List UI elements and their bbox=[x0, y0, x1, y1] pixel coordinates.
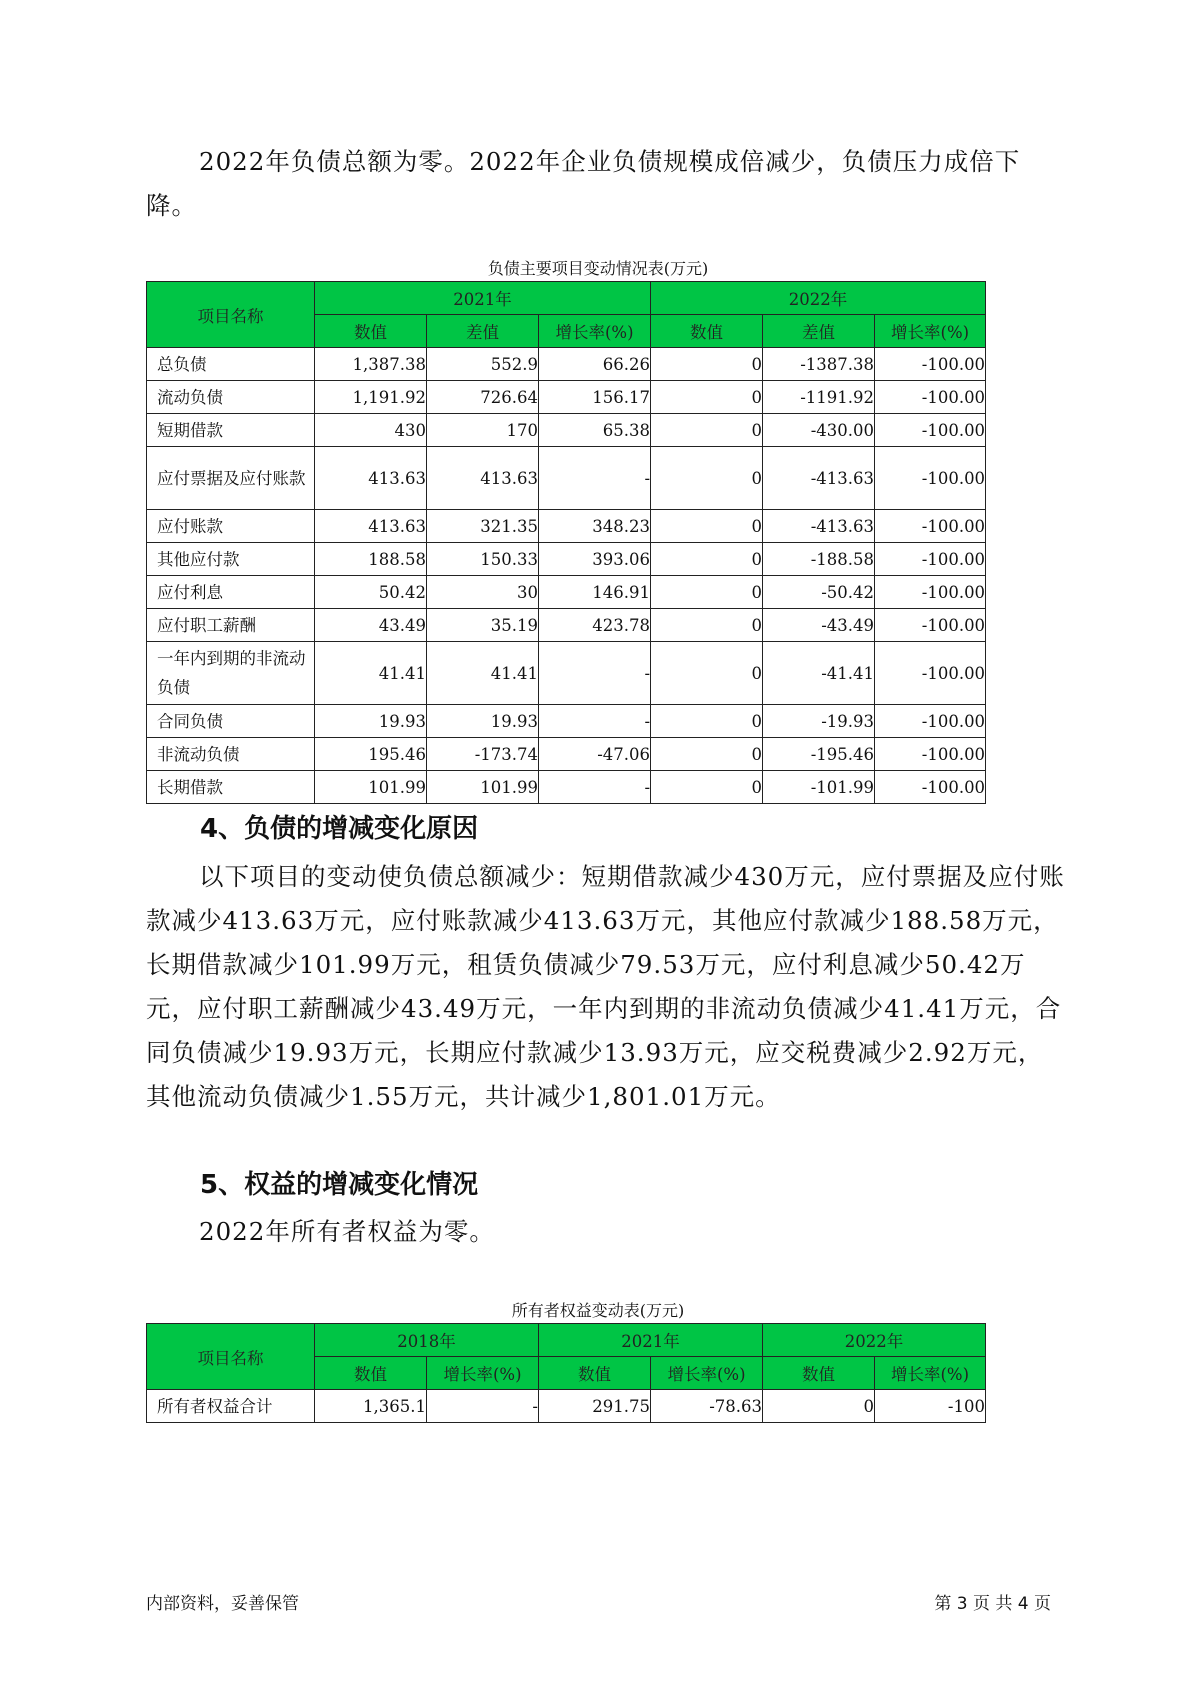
table-row bbox=[147, 705, 986, 738]
subheader-diff: 差值 bbox=[763, 315, 875, 348]
subheader-value: 数值 bbox=[315, 315, 427, 348]
cell: -100.00 bbox=[875, 771, 986, 804]
subheader-growth: 增长率(%) bbox=[539, 315, 651, 348]
cell: 0 bbox=[651, 771, 763, 804]
cell: -100.00 bbox=[875, 609, 986, 642]
cell: 0 bbox=[651, 381, 763, 414]
cell: 0 bbox=[651, 642, 763, 705]
cell: 156.17 bbox=[539, 381, 651, 414]
cell: 0 bbox=[651, 543, 763, 576]
cell: -413.63 bbox=[763, 510, 875, 543]
cell: 188.58 bbox=[315, 543, 427, 576]
cell: -188.58 bbox=[763, 543, 875, 576]
cell: 552.9 bbox=[427, 348, 539, 381]
liabilities-table bbox=[146, 281, 986, 804]
header-year-2018: 2018年 bbox=[315, 1324, 539, 1357]
cell: 41.41 bbox=[427, 642, 539, 705]
cell: 150.33 bbox=[427, 543, 539, 576]
cell: -101.99 bbox=[763, 771, 875, 804]
cell: -1191.92 bbox=[763, 381, 875, 414]
cell: 348.23 bbox=[539, 510, 651, 543]
section4-body: 以下项目的变动使负债总额减少：短期借款减少430万元，应付票据及应付账款减少413.63万元，应付账款减少413.63万元，其他应付款减少188.58万元，长期借款减少101.99万元，租赁负债减少79.53万元，应付利息减少50.42万元，应付职工薪酬减少43.49万元，一年内到期的非流动负债减少41.41万元，合同负债减少19.93万元，长期应付款减少13.93万元，应交税费减少2.92万元，其他流动负债减少1.55万元，共计减少1,801.01万元。 bbox=[146, 862, 1065, 1111]
table-row bbox=[147, 609, 986, 642]
cell: 413.63 bbox=[427, 447, 539, 510]
cell: -100.00 bbox=[875, 510, 986, 543]
cell: -100.00 bbox=[875, 738, 986, 771]
cell: -195.46 bbox=[763, 738, 875, 771]
cell: - bbox=[539, 447, 651, 510]
section5-heading: 5、权益的增减变化情况 bbox=[200, 1170, 479, 1200]
cell: 30 bbox=[427, 576, 539, 609]
row-name: 总负债 bbox=[147, 348, 315, 381]
cell: 726.64 bbox=[427, 381, 539, 414]
cell: 0 bbox=[651, 447, 763, 510]
subheader-growth: 增长率(%) bbox=[427, 1357, 539, 1390]
cell: - bbox=[427, 1390, 539, 1423]
subheader-growth: 增长率(%) bbox=[875, 1357, 986, 1390]
row-name: 应付账款 bbox=[147, 510, 315, 543]
cell: -1387.38 bbox=[763, 348, 875, 381]
table1-caption: 负债主要项目变动情况表(万元) bbox=[487, 259, 709, 278]
header-year-2021: 2021年 bbox=[315, 282, 651, 315]
cell: -100 bbox=[875, 1390, 986, 1423]
cell: 170 bbox=[427, 414, 539, 447]
row-name: 一年内到期的非流动负债 bbox=[147, 642, 315, 705]
cell: -47.06 bbox=[539, 738, 651, 771]
intro-paragraph: 2022年负债总额为零。2022年企业负债规模成倍减少，负债压力成倍下降。 bbox=[146, 147, 1021, 220]
cell: 291.75 bbox=[539, 1390, 651, 1423]
subheader-diff: 差值 bbox=[427, 315, 539, 348]
cell: 1,365.1 bbox=[315, 1390, 427, 1423]
cell: 19.93 bbox=[315, 705, 427, 738]
table-row bbox=[147, 447, 986, 510]
subheader-value: 数值 bbox=[651, 315, 763, 348]
cell: 0 bbox=[651, 705, 763, 738]
cell: 393.06 bbox=[539, 543, 651, 576]
table-row bbox=[147, 1390, 986, 1423]
cell: 35.19 bbox=[427, 609, 539, 642]
row-name: 短期借款 bbox=[147, 414, 315, 447]
cell: 19.93 bbox=[427, 705, 539, 738]
header-year-2022: 2022年 bbox=[763, 1324, 986, 1357]
footer-confidential: 内部资料，妥善保管 bbox=[146, 1594, 299, 1614]
cell: 101.99 bbox=[427, 771, 539, 804]
subheader-value: 数值 bbox=[315, 1357, 427, 1390]
cell: 0 bbox=[651, 510, 763, 543]
row-name: 所有者权益合计 bbox=[147, 1390, 315, 1423]
header-item-name: 项目名称 bbox=[147, 1324, 315, 1390]
cell: 0 bbox=[651, 348, 763, 381]
footer-page-number: 第 3 页 共 4 页 bbox=[934, 1594, 1051, 1614]
table-row bbox=[147, 414, 986, 447]
cell: 1,191.92 bbox=[315, 381, 427, 414]
equity-table bbox=[146, 1323, 986, 1423]
row-name: 流动负债 bbox=[147, 381, 315, 414]
cell: 0 bbox=[763, 1390, 875, 1423]
cell: -41.41 bbox=[763, 642, 875, 705]
table-row bbox=[147, 543, 986, 576]
cell: 0 bbox=[651, 576, 763, 609]
cell: -100.00 bbox=[875, 543, 986, 576]
cell: 65.38 bbox=[539, 414, 651, 447]
row-name: 应付职工薪酬 bbox=[147, 609, 315, 642]
cell: -78.63 bbox=[651, 1390, 763, 1423]
cell: 413.63 bbox=[315, 510, 427, 543]
cell: 43.49 bbox=[315, 609, 427, 642]
cell: -100.00 bbox=[875, 576, 986, 609]
cell: 0 bbox=[651, 414, 763, 447]
header-year-2022: 2022年 bbox=[651, 282, 986, 315]
cell: -430.00 bbox=[763, 414, 875, 447]
row-name: 合同负债 bbox=[147, 705, 315, 738]
subheader-growth: 增长率(%) bbox=[875, 315, 986, 348]
cell: 423.78 bbox=[539, 609, 651, 642]
row-name: 应付利息 bbox=[147, 576, 315, 609]
table-row bbox=[147, 771, 986, 804]
cell: - bbox=[539, 705, 651, 738]
cell: -100.00 bbox=[875, 414, 986, 447]
row-name: 应付票据及应付账款 bbox=[147, 447, 315, 510]
table2-caption: 所有者权益变动表(万元) bbox=[511, 1301, 685, 1320]
cell: -173.74 bbox=[427, 738, 539, 771]
cell: -100.00 bbox=[875, 642, 986, 705]
section5-body: 2022年所有者权益为零。 bbox=[199, 1217, 495, 1246]
cell: -100.00 bbox=[875, 447, 986, 510]
cell: 50.42 bbox=[315, 576, 427, 609]
cell: 321.35 bbox=[427, 510, 539, 543]
cell: 195.46 bbox=[315, 738, 427, 771]
cell: 41.41 bbox=[315, 642, 427, 705]
row-name: 非流动负债 bbox=[147, 738, 315, 771]
cell: - bbox=[539, 771, 651, 804]
table-row bbox=[147, 381, 986, 414]
header-year-2021: 2021年 bbox=[539, 1324, 763, 1357]
cell: - bbox=[539, 642, 651, 705]
subheader-value: 数值 bbox=[763, 1357, 875, 1390]
table-row bbox=[147, 510, 986, 543]
cell: -100.00 bbox=[875, 348, 986, 381]
cell: -43.49 bbox=[763, 609, 875, 642]
cell: 413.63 bbox=[315, 447, 427, 510]
table-row bbox=[147, 642, 986, 705]
table-row bbox=[147, 576, 986, 609]
cell: 146.91 bbox=[539, 576, 651, 609]
section4-heading: 4、负债的增减变化原因 bbox=[200, 814, 479, 844]
cell: -50.42 bbox=[763, 576, 875, 609]
cell: -100.00 bbox=[875, 705, 986, 738]
cell: -19.93 bbox=[763, 705, 875, 738]
subheader-value: 数值 bbox=[539, 1357, 651, 1390]
table-row bbox=[147, 348, 986, 381]
cell: 66.26 bbox=[539, 348, 651, 381]
cell: 1,387.38 bbox=[315, 348, 427, 381]
cell: 0 bbox=[651, 738, 763, 771]
subheader-growth: 增长率(%) bbox=[651, 1357, 763, 1390]
cell: -413.63 bbox=[763, 447, 875, 510]
table-row bbox=[147, 738, 986, 771]
header-item-name: 项目名称 bbox=[147, 282, 315, 348]
cell: -100.00 bbox=[875, 381, 986, 414]
cell: 430 bbox=[315, 414, 427, 447]
row-name: 其他应付款 bbox=[147, 543, 315, 576]
row-name: 长期借款 bbox=[147, 771, 315, 804]
cell: 101.99 bbox=[315, 771, 427, 804]
cell: 0 bbox=[651, 609, 763, 642]
